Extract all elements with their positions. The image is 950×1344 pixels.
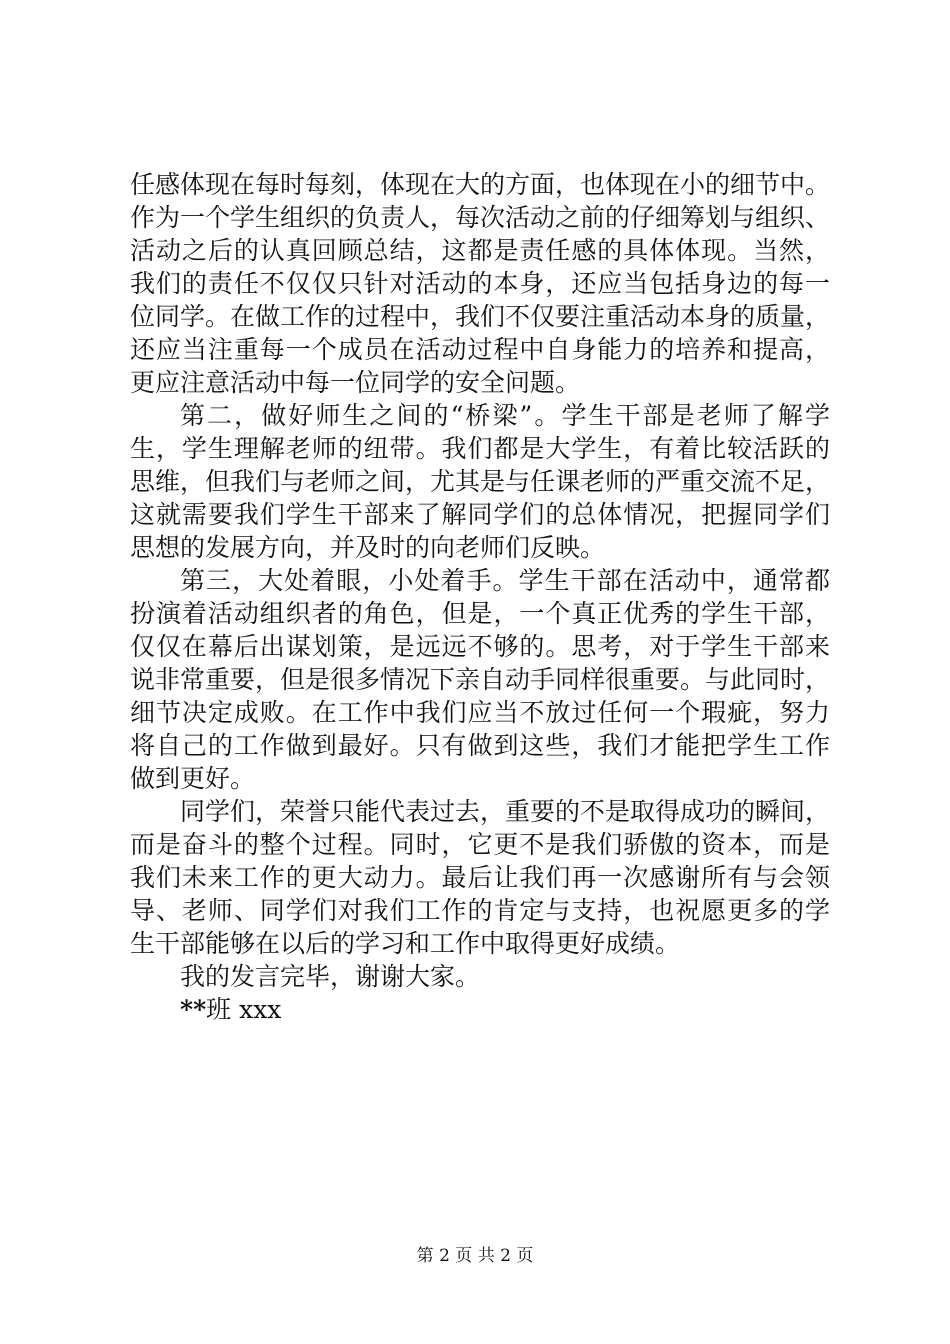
text-line: 第三，大处着眼，小处着手。学生干部在活动中，通常都 [180, 566, 830, 595]
signature-line [130, 993, 830, 1026]
document-body [130, 168, 830, 1026]
text-line: 第二，做好师生之间的“桥梁”。学生干部是老师了解学 [180, 401, 830, 430]
text-line: 位同学。在做工作的过程中，我们不仅要注重活动本身的质量， [130, 302, 831, 331]
signature-text: 班 xxx [206, 995, 282, 1024]
text-line: 生干部能够在以后的学习和工作中取得更好成绩。 [130, 929, 681, 958]
text-line: 同学们，荣誉只能代表过去，重要的不是取得成功的瞬间， [180, 797, 831, 826]
text-line: 我们的责任不仅仅只针对活动的本身，还应当包括身边的每一 [130, 269, 830, 298]
text-line: 说非常重要，但是很多情况下亲自动手同样很重要。与此同时， [130, 665, 831, 694]
text-line: 导、老师、同学们对我们工作的肯定与支持，也祝愿更多的学 [130, 896, 830, 925]
text-line: 细节决定成败。在工作中我们应当不放过任何一个瑕疵，努力 [130, 698, 830, 727]
text-line: 活动之后的认真回顾总结，这都是责任感的具体体现。当然， [130, 236, 830, 265]
text-line: 我们未来工作的更大动力。最后让我们再一次感谢所有与会领 [130, 863, 830, 892]
text-line: 而是奋斗的整个过程。同时，它更不是我们骄傲的资本，而是 [130, 830, 830, 859]
text-line: 生，学生理解老师的纽带。我们都是大学生，有着比较活跃的 [130, 434, 830, 463]
text-line: 作为一个学生组织的负责人，每次活动之前的仔细筹划与组织、 [130, 203, 831, 232]
signature-stars: ** [180, 995, 207, 1024]
text-line: 思维，但我们与老师之间，尤其是与任课老师的严重交流不足， [130, 467, 831, 496]
text-line: 任感体现在每时每刻，体现在大的方面，也体现在小的细节中。 [130, 170, 831, 199]
text-line: 思想的发展方向，并及时的向老师们反映。 [130, 533, 606, 562]
text-line: 还应当注重每一个成员在活动过程中自身能力的培养和提高， [130, 335, 830, 364]
text-line: 将自己的工作做到最好。只有做到这些，我们才能把学生工作 [130, 731, 830, 760]
page-footer: 第 2 页 共 2 页 [416, 1246, 534, 1266]
text-line: 仅仅在幕后出谋划策，是远远不够的。思考，对于学生干部来 [130, 632, 830, 661]
text-line: 我的发言完毕，谢谢大家。 [180, 962, 481, 991]
text-line: 扮演着活动组织者的角色，但是，一个真正优秀的学生干部， [130, 599, 830, 628]
text-line: 做到更好。 [130, 764, 256, 793]
text-line: 更应注意活动中每一位同学的安全问题。 [130, 368, 581, 397]
text-line: 这就需要我们学生干部来了解同学们的总体情况，把握同学们 [130, 500, 830, 529]
